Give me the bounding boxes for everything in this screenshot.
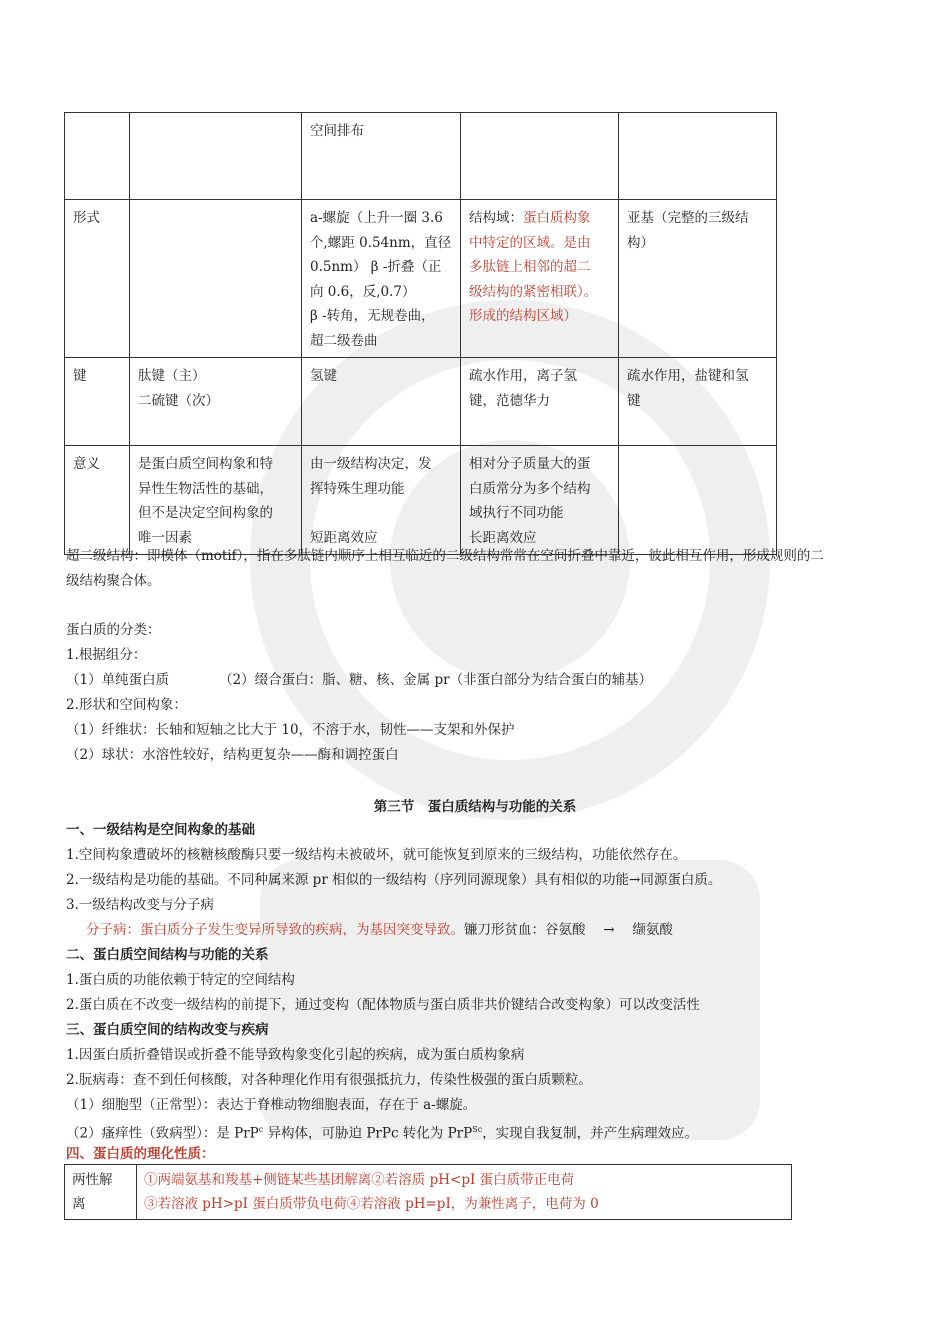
list-item: （1）细胞型（正常型）：表达于脊椎动物细胞表面，存在于 a-螺旋。 (66, 1097, 477, 1113)
conjugated-protein: （2）缀合蛋白：脂、糖、核、金属 pr（非蛋白部分为结合蛋白的辅基） (219, 672, 653, 688)
text-fragment: （2）瘙痒性（致病型）：是 PrP (66, 1125, 259, 1142)
cell-line: 挥特殊生理功能 (310, 480, 405, 497)
list-item: 1.因蛋白质折叠错误或折叠不能导致构象变化引起的疾病，成为蛋白质构象病 (66, 1047, 525, 1063)
table-cell: 空间排布 (302, 113, 461, 200)
table-cell (461, 358, 619, 446)
cell-line: 是蛋白质空间构象和特 (138, 456, 273, 472)
cell-line: 向 0.6，反,0.7） (310, 283, 416, 300)
supersecondary-definition: 超二级结构：即模体（motif），指在多肽链内顺序上相互临近的二级结构常常在空间折叠中靠近，彼此相互作用，形成规则的二 (66, 548, 824, 564)
row-label (65, 1165, 137, 1220)
subsection-heading: 二、蛋白质空间结构与功能的关系 (66, 947, 269, 963)
subsection-heading: 一、一级结构是空间构象的基础 (66, 822, 255, 838)
molecular-disease-definition: 分子病：蛋白质分子发生变异所导致的疾病，为基因突变导致。 (86, 922, 464, 938)
cell-line (469, 206, 610, 231)
table-cell (302, 446, 461, 555)
table-cell (461, 200, 619, 358)
cell-line: ③若溶液 pH>pI 蛋白质带负电荷④若溶液 pH=pI，为兼性离子，电荷为 0 (144, 1196, 599, 1212)
table-row (65, 446, 777, 555)
cell-spacer (310, 501, 452, 526)
supersecondary-definition-cont: 级结构聚合体。 (66, 573, 161, 589)
list-item: 2.一级结构是功能的基础。不同种属来源 pr 相似的一级结构（序列同源现象）具有相似的功能→同源蛋白质。 (66, 872, 722, 888)
list-item: 2.蛋白质在不改变一级结构的前提下，通过变构（配体物质与蛋白质非共价键结合改变构象）可以改变活性 (66, 997, 700, 1013)
cell-line: 疏水作用，离子氢 (469, 368, 577, 384)
classification-item: 2.形状和空间构象： (66, 697, 187, 713)
cell-line: 长距离效应 (469, 529, 537, 546)
classification-item (66, 670, 652, 690)
cell-line: 多肽链上相邻的超二 (469, 259, 591, 275)
classification-item: （2）球状：水溶性较好，结构更复杂——酶和调控蛋白 (66, 747, 399, 763)
subsection-heading: 三、蛋白质空间的结构改变与疾病 (66, 1022, 269, 1038)
text-fragment: 异构体，可胁迫 PrPc 转化为 PrP (263, 1125, 473, 1142)
cell-line: ①两端氨基和羧基+侧链某些基团解离②若溶质 pH<pI 蛋白质带正电荷 (144, 1172, 575, 1188)
table-cell (130, 113, 302, 200)
cell-line: 0.5nm） β -折叠（正 (310, 259, 442, 275)
cell-line: 中特定的区域。是由 (469, 234, 591, 251)
cell-line: 超二级卷曲 (310, 332, 378, 349)
table-row (65, 1165, 792, 1220)
cell-line: 肽键（主） (138, 368, 206, 384)
table-cell (130, 358, 302, 446)
classification-title: 蛋白质的分类： (66, 622, 161, 638)
table-cell (461, 446, 619, 555)
list-item: 1.蛋白质的功能依赖于特定的空间结构 (66, 972, 295, 988)
cell-line: 由一级结构决定，发 (310, 456, 432, 472)
cell-line: 域执行不同功能 (469, 505, 564, 521)
simple-protein: （1）单纯蛋白质 (66, 672, 170, 688)
table-cell (130, 200, 302, 358)
cell-line: a-螺旋（上升一圈 3.6 (310, 210, 443, 226)
structure-comparison-table (64, 112, 777, 555)
cell-line: 亚基（完整的三级结 (627, 210, 749, 226)
cell-line: 键，范德华力 (469, 392, 550, 409)
list-item (86, 920, 673, 940)
superscript: c (258, 1125, 264, 1134)
table-cell (130, 446, 302, 555)
table-cell (619, 200, 777, 358)
domain-definition: 蛋白质构象 (523, 210, 591, 226)
table-row (65, 358, 777, 446)
cell-line: 构） (627, 234, 654, 251)
cell-line: 形成的结构区域） (469, 308, 577, 324)
row-label: 意义 (65, 446, 130, 555)
table-cell: 氢键 (302, 358, 461, 446)
properties-table (64, 1164, 792, 1220)
text-fragment: ，实现自我复制，并产生病理效应。 (482, 1125, 699, 1142)
domain-prefix: 结构域： (469, 210, 523, 226)
row-label: 键 (65, 358, 130, 446)
list-item: 1.空间构象遭破坏的核糖核酸酶只要一级结构未被破坏，就可能恢复到原来的三级结构，功能依然存在。 (66, 847, 687, 863)
classification-item: 1.根据组分： (66, 647, 147, 663)
section-title: 第三节 蛋白质结构与功能的关系 (373, 799, 577, 815)
cell-line: 二硫键（次） (138, 392, 219, 409)
sickle-cell-example: 镰刀形贫血：谷氨酸 → 缬氨酸 (464, 922, 673, 938)
table-cell (461, 113, 619, 200)
list-item: 2.朊病毒：查不到任何核酸，对各种理化作用有很强抵抗力，传染性极强的蛋白质颗粒。 (66, 1072, 592, 1088)
table-cell (619, 113, 777, 200)
subsection-heading: 四、蛋白质的理化性质： (66, 1146, 215, 1162)
table-cell (619, 446, 777, 555)
table-cell (137, 1165, 792, 1220)
table-row (65, 200, 777, 358)
list-item: 3.一级结构改变与分子病 (66, 897, 214, 913)
cell-line: 但不是决定空间构象的 (138, 505, 273, 521)
cell-line: 键 (627, 392, 641, 409)
cell-line: 疏水作用，盐键和氢 (627, 368, 749, 384)
cell-line: 离 (72, 1196, 86, 1212)
table-row (65, 113, 777, 200)
cell-line: 唯一因素 (138, 529, 192, 546)
table-cell (619, 358, 777, 446)
cell-line: 白质常分为多个结构 (469, 480, 591, 497)
cell-line: 个,螺距 0.54nm，直径 (310, 234, 452, 251)
list-item (66, 1120, 698, 1144)
row-label: 形式 (65, 200, 130, 358)
cell-line: 短距离效应 (310, 529, 378, 546)
cell-line: 两性解 (72, 1172, 113, 1188)
cell-line: 相对分子质量大的蛋 (469, 456, 591, 472)
table-cell (302, 200, 461, 358)
superscript: Sc (472, 1125, 483, 1134)
table-cell (65, 113, 130, 200)
cell-line: β -转角，无规卷曲， (310, 308, 435, 324)
cell-line: 异性生物活性的基础， (138, 480, 273, 497)
cell-line: 级结构的紧密相联）。 (469, 283, 598, 300)
classification-item: （1）纤维状：长轴和短轴之比大于 10，不溶于水，韧性——支架和外保护 (66, 722, 515, 738)
